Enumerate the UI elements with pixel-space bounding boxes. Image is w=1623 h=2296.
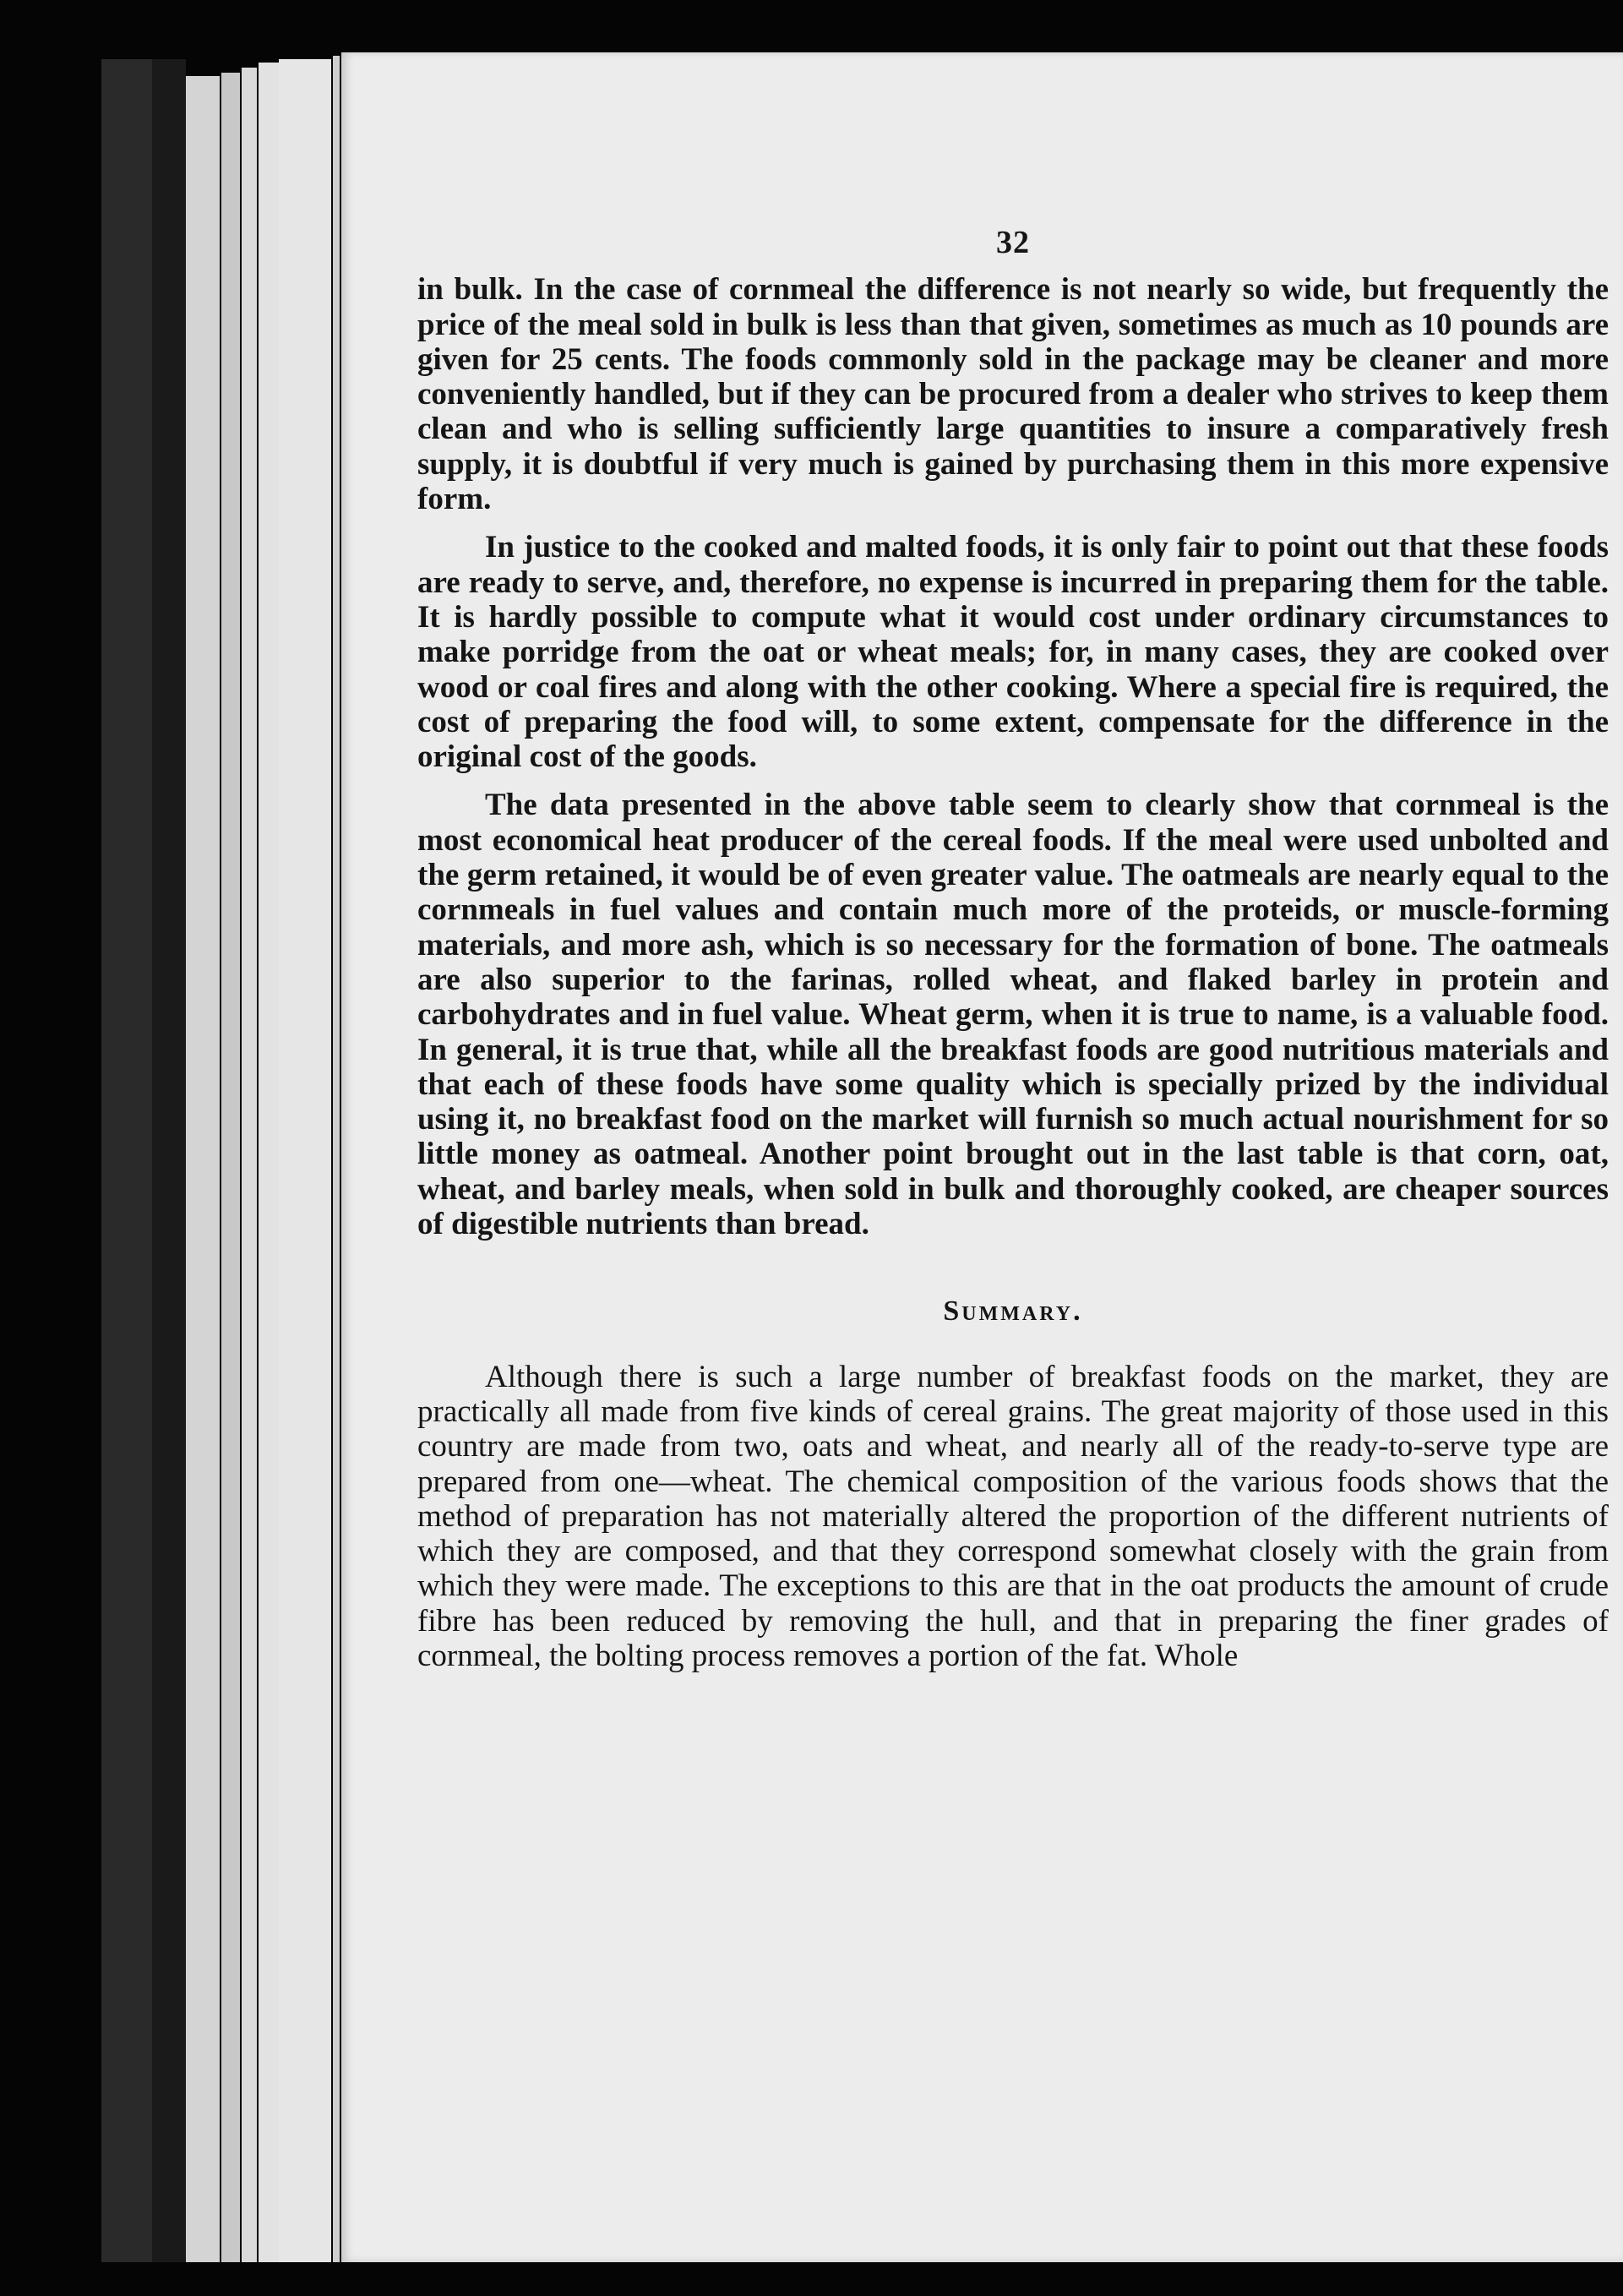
page-edge — [242, 68, 257, 2262]
page-edge — [221, 73, 240, 2262]
page-number: 32 — [996, 225, 1030, 260]
paragraph-2: In justice to the cooked and malted foods, it is only fair to point out that these foods are ready to serve, and, therefore, no expense is incurred in preparing them for the table. It is hardly possible to compute what it would cost under ordinary circumstances to make porridge from the oat or wheat meals; for, in many cases, they are cooked over wood or coal fires and along with the other cooking. Where a special fire is required, the cost of preparing the food will, to some extent, compensate for the difference in the original cost of the goods. — [417, 530, 1609, 775]
book-spine-shadow — [152, 59, 186, 2262]
page-sheet — [341, 52, 1623, 2262]
paragraph-1: in bulk. In the case of cornmeal the difference is not nearly so wide, but frequently the price of the meal sold in bulk is less than that given, sometimes as much as 10 pounds are given for 25 cents. The foods commonly sold in the package may be cleaner and more conveniently handled, but if they can be procured from a dealer who strives to keep them clean and who is selling sufficiently large quantities to insure a comparatively fresh supply, it is doubtful if very much is gained by purchasing them in this more expensive form. — [417, 272, 1609, 517]
page-text — [417, 226, 1609, 1673]
page-edge — [186, 76, 220, 2262]
summary-heading: Summary. — [943, 1295, 1083, 1328]
page-edge — [259, 63, 279, 2262]
page-edge — [333, 56, 340, 2262]
summary-paragraph: Although there is such a large number of breakfast foods on the market, they are practically all made from five kinds of cereal grains. The great majority of those used in this country are made from two, oats and wheat, and nearly all of the ready-to-serve type are prepared from one—wheat. The chemical composition of the various foods shows that the method of preparation has not materially altered the proportion of the different nutrients of which they are composed, and that they correspond somewhat closely with the grain from which they were made. The exceptions to this are that in the oat products the amount of crude fibre has been reduced by removing the hull, and that in preparing the finer grades of cornmeal, the bolting process removes a portion of the fat. Whole — [417, 1359, 1609, 1673]
paragraph-3: The data presented in the above table seem to clearly show that cornmeal is the most economical heat producer of the cereal foods. If the meal were used unbolted and the germ retained, it would be of even greater value. The oatmeals are nearly equal to the cornmeals in fuel values and contain much more of the proteids, or muscle-forming materials, and more ash, which is so necessary for the formation of bone. The oatmeals are also superior to the farinas, rolled wheat, and flaked barley in protein and carbohydrates and in fuel value. Wheat germ, when it is true to name, is a valuable food. In general, it is true that, while all the breakfast foods are good nutritious materials and that each of these foods have some quality which is specially prized by the individual using it, no breakfast food on the market will furnish so much actual nourishment for so little money as oatmeal. Another point brought out in the last table is that corn, oat, wheat, and barley meals, when sold in bulk and thoroughly cooked, are cheaper sources of digestible nutrients than bread. — [417, 788, 1609, 1242]
book-spine — [101, 59, 152, 2262]
page-edge — [279, 59, 331, 2262]
